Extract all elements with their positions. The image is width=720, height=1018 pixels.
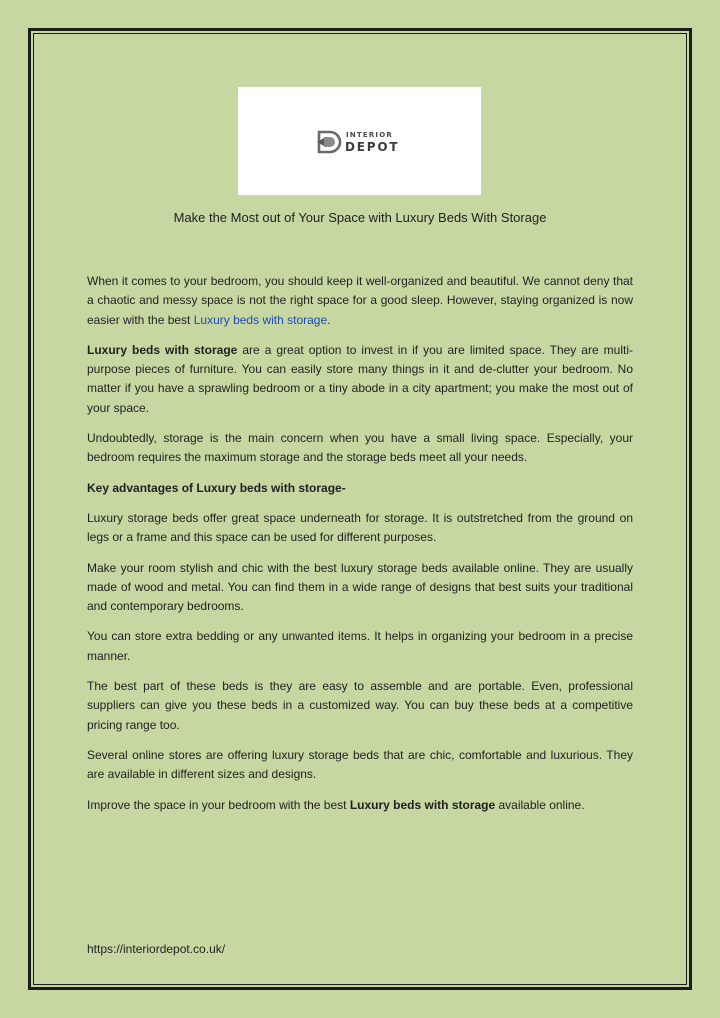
logo-text-depot: DEPOT — [345, 140, 400, 154]
paragraph-beds — [87, 341, 633, 418]
paragraph-text: Improve the space in your bedroom with the best — [87, 797, 350, 812]
bold-keyword: Luxury beds with storage — [87, 342, 238, 357]
depot-logo-icon — [316, 129, 342, 155]
page-title: Make the Most out of Your Space with Luxury Beds With Storage — [173, 210, 547, 225]
paragraph-bedding: You can store extra bedding or any unwanted items. It helps in organizing your bedroom in a precise manner. — [87, 629, 633, 663]
paragraph-storage: Undoubtedly, storage is the main concern when you have a small living space. Especially, your bedroom requires the maximum storage and the storage beds meet all your needs. — [87, 431, 633, 465]
paragraph-online-stores: Several online stores are offering luxury storage beds that are chic, comfortable and luxurious. They are available in different sizes and designs. — [87, 747, 633, 782]
paragraph-end: . — [327, 312, 331, 327]
paragraph-conclusion — [87, 796, 633, 815]
paragraph-text: are a great option to invest in if you are limited space. They are multi-purpose pieces of furniture. You can easily store many things in it and de-clutter your bedroom. No matter if you have a sprawling bedroom or a tiny abode in a city apartment; you make the most out of your space. — [87, 342, 633, 415]
luxury-beds-link[interactable]: Luxury beds with storage — [193, 312, 328, 327]
paragraph-assemble: The best part of these beds is they are easy to assemble and are portable. Even, professional suppliers can give you these beds in a customized way. You can buy these beds at a competitive pricing range too. — [87, 679, 633, 732]
article-body — [87, 272, 633, 826]
paragraph-stylish: Make your room stylish and chic with the best luxury storage beds available online. They are usually made of wood and metal. You can find them in a wide range of designs that best suits your traditional and contemporary bedrooms. — [87, 560, 633, 614]
logo-text-interior: INTERIOR — [346, 131, 393, 139]
paragraph-underneath: Luxury storage beds offer great space underneath for storage. It is outstretched from the ground on legs or a frame and this space can be used for different purposes. — [87, 510, 633, 545]
bold-keyword: Luxury beds with storage — [349, 797, 496, 812]
paragraph-text: When it comes to your bedroom, you should keep it well-organized and beautiful. We cannot deny that a chaotic and messy space is not the right space for a good sleep. However, staying organized is now easier with the best — [87, 274, 633, 327]
footer-url[interactable]: https://interiordepot.co.uk/ — [87, 942, 226, 956]
paragraph-end: available online. — [495, 797, 585, 812]
logo — [238, 87, 481, 195]
paragraph-intro — [87, 272, 633, 330]
section-heading: Key advantages of Luxury beds with storage- — [87, 480, 346, 495]
